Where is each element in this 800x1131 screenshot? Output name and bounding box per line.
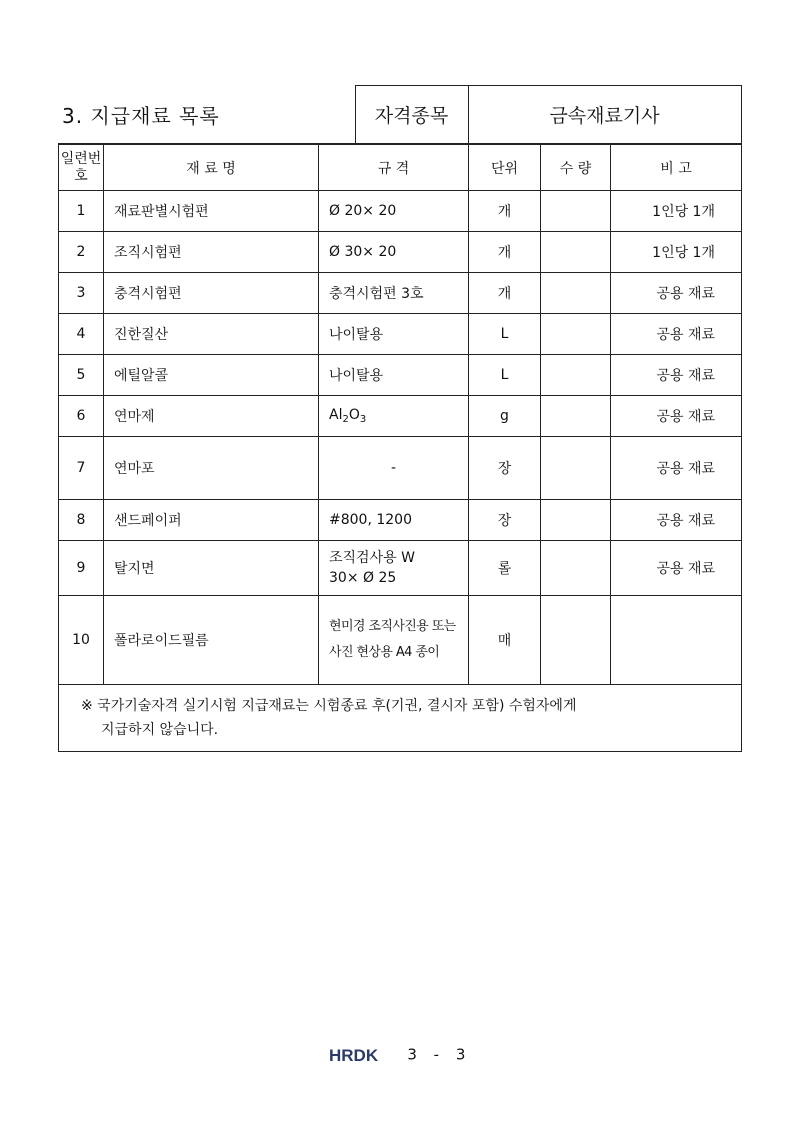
note-row <box>59 685 742 752</box>
table-row <box>59 273 742 314</box>
row-name: 폴라로이드필름 <box>104 596 319 685</box>
row-qty <box>541 273 611 314</box>
row-spec-multiline <box>319 596 469 685</box>
row-qty <box>541 437 611 500</box>
row-spec: 나이탈용 <box>319 355 469 396</box>
row-qty <box>541 541 611 596</box>
row-name: 탈지면 <box>104 541 319 596</box>
row-name: 연마포 <box>104 437 319 500</box>
col-qty: 수 량 <box>541 145 611 191</box>
table-row <box>59 355 742 396</box>
materials-sheet-main <box>58 85 741 752</box>
row-qty <box>541 596 611 685</box>
col-name: 재 료 명 <box>104 145 319 191</box>
col-serial-line1: 일련번 <box>60 150 102 167</box>
row-unit: 장 <box>469 500 541 541</box>
row-no: 5 <box>59 355 104 396</box>
row-unit: 매 <box>469 596 541 685</box>
row-no: 8 <box>59 500 104 541</box>
col-spec: 규 격 <box>319 145 469 191</box>
hrdk-logo <box>329 1046 391 1064</box>
row-spec: 충격시험편 3호 <box>319 273 469 314</box>
row-unit: L <box>469 355 541 396</box>
row-remark: 1인당 1개 <box>611 191 742 232</box>
row-spec-multiline <box>319 541 469 596</box>
row-spec-formula <box>319 396 469 437</box>
page-number: 3 - 3 <box>407 1045 472 1064</box>
row-remark: 공용 재료 <box>611 355 742 396</box>
formula-al: Al <box>329 407 343 423</box>
document-title: 3. 지급재료 목록 <box>58 86 355 144</box>
row-qty <box>541 191 611 232</box>
row-remark: 공용 재료 <box>611 437 742 500</box>
table-row <box>59 232 742 273</box>
row-spec: 나이탈용 <box>319 314 469 355</box>
page-footer <box>0 1045 800 1064</box>
row-remark: 공용 재료 <box>611 500 742 541</box>
qualification-value: 금속재료기사 <box>468 86 741 144</box>
row-remark: 1인당 1개 <box>611 232 742 273</box>
col-serial <box>59 145 104 191</box>
row-spec: - <box>319 437 469 500</box>
row-unit: 개 <box>469 273 541 314</box>
column-header-row <box>59 145 742 191</box>
table-row <box>59 437 742 500</box>
row-no: 3 <box>59 273 104 314</box>
row-name: 재료판별시험편 <box>104 191 319 232</box>
note-line1: ※ 국가기술자격 실기시험 지급재료는 시험종료 후(기권, 결시자 포함) 수험자에게 <box>81 698 577 714</box>
row-name: 샌드페이퍼 <box>104 500 319 541</box>
note-line2: 지급하지 않습니다. <box>101 722 219 738</box>
row-unit: 개 <box>469 191 541 232</box>
row-spec: Ø 20× 20 <box>319 191 469 232</box>
row-spec-line1: 조직검사용 W <box>329 550 415 566</box>
svg-text:HRDK: HRDK <box>328 1045 378 1064</box>
row-spec: Ø 30× 20 <box>319 232 469 273</box>
row-qty <box>541 355 611 396</box>
row-spec-line1: 현미경 조직사진용 또는 <box>329 619 456 634</box>
row-unit: g <box>469 396 541 437</box>
row-name: 진한질산 <box>104 314 319 355</box>
row-no: 4 <box>59 314 104 355</box>
row-qty <box>541 396 611 437</box>
row-no: 1 <box>59 191 104 232</box>
row-name: 에틸알콜 <box>104 355 319 396</box>
row-no: 9 <box>59 541 104 596</box>
col-serial-line2: 호 <box>74 167 88 184</box>
table-row <box>59 396 742 437</box>
row-no: 7 <box>59 437 104 500</box>
row-remark: 공용 재료 <box>611 396 742 437</box>
row-unit: 롤 <box>469 541 541 596</box>
qualification-label: 자격종목 <box>355 86 468 144</box>
table-row <box>59 500 742 541</box>
row-remark: 공용 재료 <box>611 314 742 355</box>
row-name: 조직시험편 <box>104 232 319 273</box>
formula-sub-2: 2 <box>342 414 349 425</box>
row-unit: 개 <box>469 232 541 273</box>
title-row <box>58 86 741 144</box>
table-row <box>59 541 742 596</box>
row-spec-line2: 30× Ø 25 <box>329 570 397 586</box>
items-table <box>58 144 742 752</box>
row-name: 연마제 <box>104 396 319 437</box>
row-remark: 공용 재료 <box>611 273 742 314</box>
table-row <box>59 191 742 232</box>
row-remark <box>611 596 742 685</box>
formula-o: O <box>348 407 360 423</box>
note-cell <box>59 685 742 752</box>
row-qty <box>541 500 611 541</box>
row-no: 2 <box>59 232 104 273</box>
formula-sub-3: 3 <box>359 414 367 425</box>
col-remark: 비 고 <box>611 145 742 191</box>
row-name: 충격시험편 <box>104 273 319 314</box>
col-unit: 단위 <box>469 145 541 191</box>
table-row <box>59 314 742 355</box>
row-unit: 장 <box>469 437 541 500</box>
row-qty <box>541 314 611 355</box>
table-row <box>59 596 742 685</box>
row-spec: #800, 1200 <box>319 500 469 541</box>
row-spec-line2: 사진 현상용 A4 종이 <box>329 645 440 660</box>
header-table <box>58 85 742 144</box>
row-qty <box>541 232 611 273</box>
row-no: 6 <box>59 396 104 437</box>
row-unit: L <box>469 314 541 355</box>
row-remark: 공용 재료 <box>611 541 742 596</box>
row-no: 10 <box>59 596 104 685</box>
